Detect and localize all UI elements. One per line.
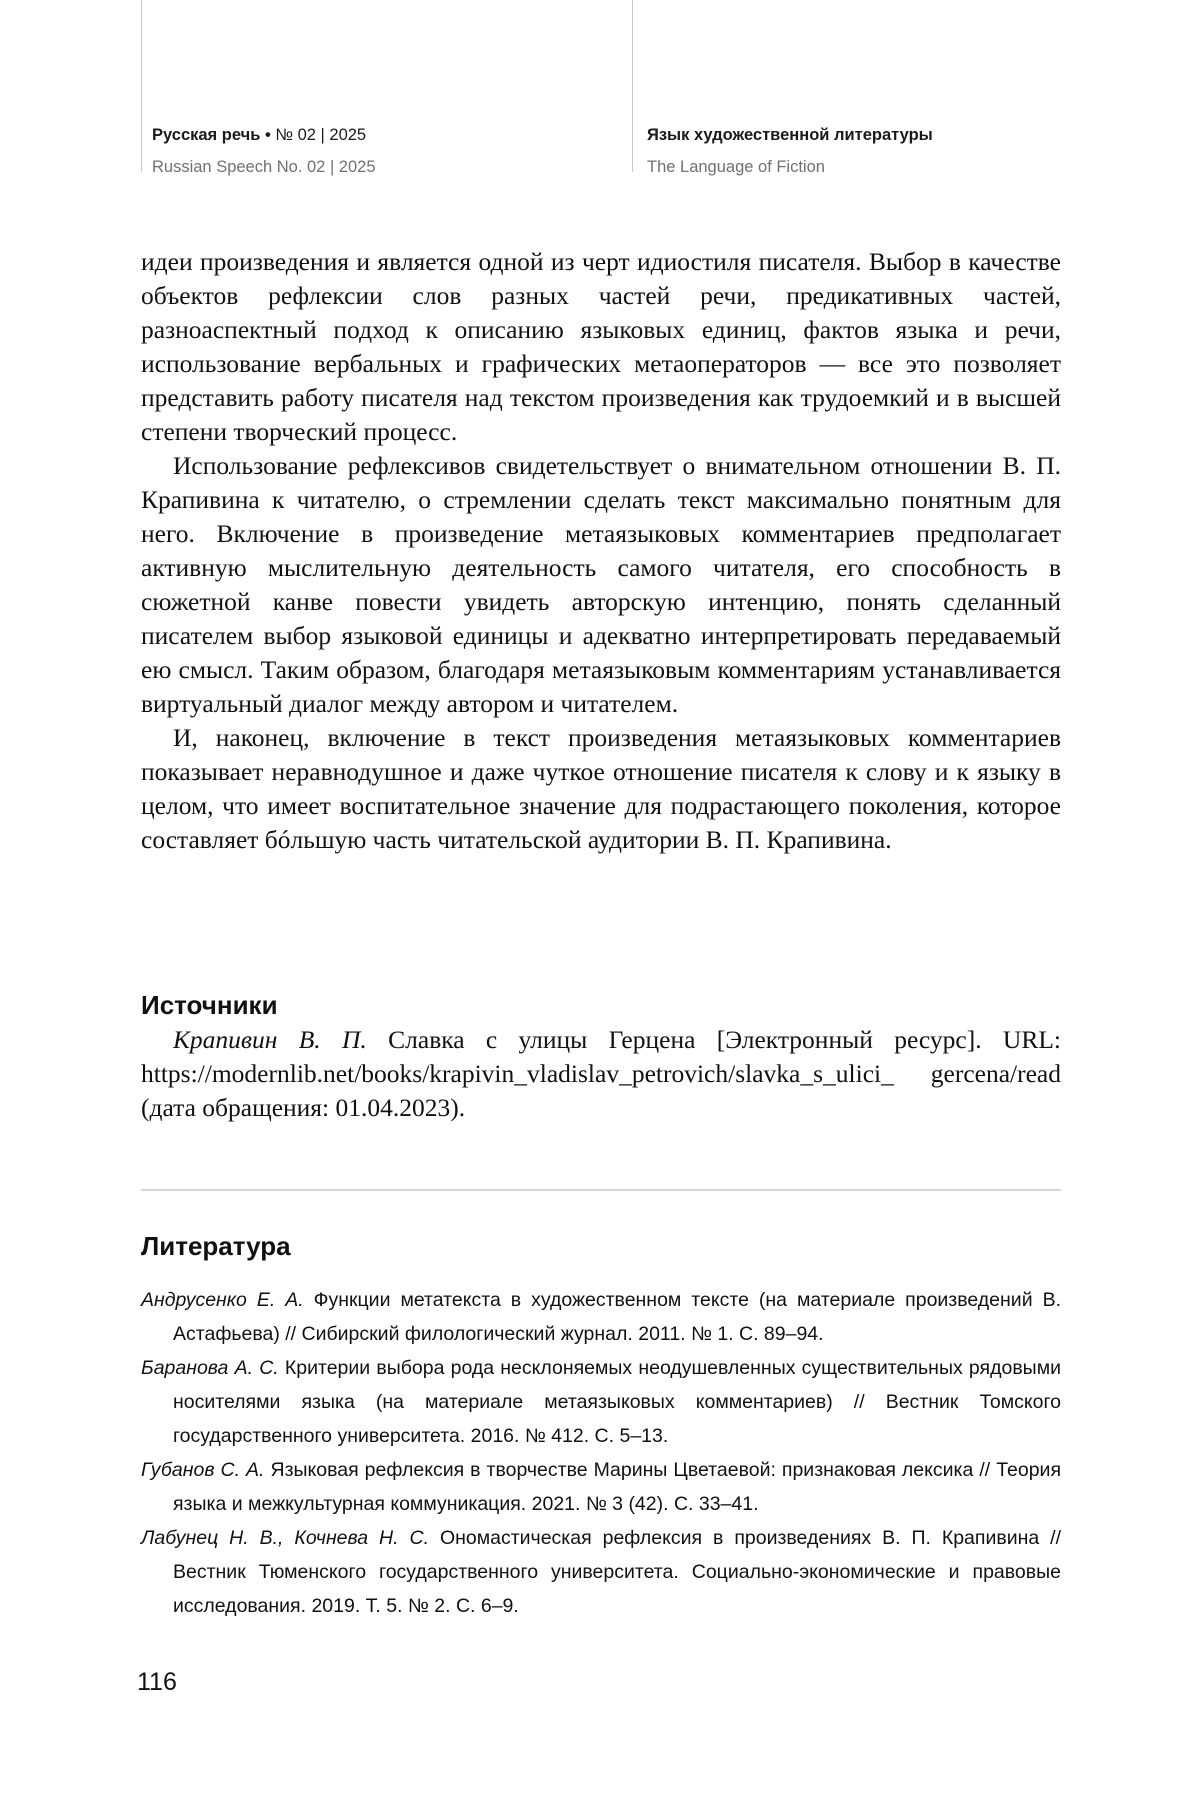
literature-author: Андрусенко Е. А. <box>141 1289 304 1311</box>
source-text: Славка с улицы Герцена [Электронный ресурс]. URL: https://modernlib.net/books/krapivin_vladislav_petrovich/slavka_s_ulici_ gercena/read (дата обращения: 01.04.2023). <box>141 1025 1061 1122</box>
sources-list <box>141 1023 1061 1125</box>
sources-heading: Источники <box>141 990 278 1020</box>
literature-text: Языковая рефлексия в творчестве Марины Цветаевой: признаковая лексика // Теория языка и межкультурная коммуникация. 2021. № 3 (42). С. 33–41. <box>173 1459 1061 1515</box>
literature-author: Лабунец Н. В., Кочнева Н. С. <box>141 1527 429 1549</box>
article-body <box>141 245 1061 857</box>
literature-list <box>141 1283 1061 1623</box>
header-bullet: • <box>264 126 271 144</box>
header-left-rule <box>141 0 142 172</box>
literature-heading: Литература <box>141 1231 291 1261</box>
literature-author: Баранова А. С. <box>141 1357 279 1379</box>
literature-item <box>141 1351 1061 1453</box>
page-number: 116 <box>137 1668 177 1696</box>
literature-text: Критерии выбора рода несклоняемых неодушевленных существительных рядовыми носителями языка (на материале метаязыковых комментариев) // Вестник Томского государственного университета. 2016. № 412. С. 5–13. <box>173 1357 1061 1447</box>
literature-author: Губанов С. А. <box>141 1459 265 1481</box>
literature-text: Ономастическая рефлексия в произведениях В. П. Крапивина // Вестник Тюменского государственного университета. Социально-экономические и правовые исследования. 2019. Т. 5. № 2. С. 6–9. <box>173 1527 1061 1617</box>
literature-item <box>141 1283 1061 1351</box>
section-title <box>647 124 933 146</box>
journal-title-line <box>152 124 376 146</box>
running-header-left <box>152 124 376 178</box>
section-english: The Language of Fiction <box>647 158 825 176</box>
paragraph-3: И, наконец, включение в текст произведения метаязыковых комментариев показывает неравнодушное и даже чуткое отношение писателя к слову и к языку в целом, что имеет воспитательное значение для подрастающего поколения, которое составляет бóльшую часть читательской аудитории В. П. Крапивина. <box>141 723 1061 854</box>
journal-english: Russian Speech No. 02 | 2025 <box>152 158 376 176</box>
running-header-right <box>647 124 933 178</box>
source-entry <box>141 1023 1061 1125</box>
section-divider <box>141 1189 1061 1191</box>
literature-item <box>141 1453 1061 1521</box>
paragraph-2: Использование рефлексивов свидетельствует о внимательном отношении В. П. Крапивина к читателю, о стремлении сделать текст максимально понятным для него. Включение в произведение метаязыковых комментариев предполагает активную мыслительную деятельность самого читателя, его способность в сюжетной канве повести увидеть авторскую интенцию, понять сделанный писателем выбор языковой единицы и адекватно интерпретировать передаваемый ею смысл. Таким образом, благодаря метаязыковым комментариям устанавливается виртуальный диалог между автором и читателем. <box>141 451 1061 718</box>
literature-text: Функции метатекста в художественном тексте (на материале произведений В. Астафьева) // Сибирский филологический журнал. 2011. № 1. С. 89–94. <box>173 1289 1061 1345</box>
paragraph-1: идеи произведения и является одной из черт идиостиля писателя. Выбор в качестве объектов рефлексии слов разных частей речи, предикативных частей, разноаспектный подход к описанию языковых единиц, фактов языка и речи, использование вербальных и графических метаоператоров — все это позволяет представить работу писателя над текстом произведения как трудоемкий и в высшей степени творческий процесс. <box>141 247 1061 446</box>
section-title-text: Язык художественной литературы <box>647 126 933 144</box>
header-center-rule <box>632 0 633 172</box>
literature-item <box>141 1521 1061 1623</box>
journal-issue: № 02 | 2025 <box>275 126 367 144</box>
source-author: Крапивин В. П. <box>173 1025 367 1054</box>
journal-name: Русская речь <box>152 126 261 144</box>
